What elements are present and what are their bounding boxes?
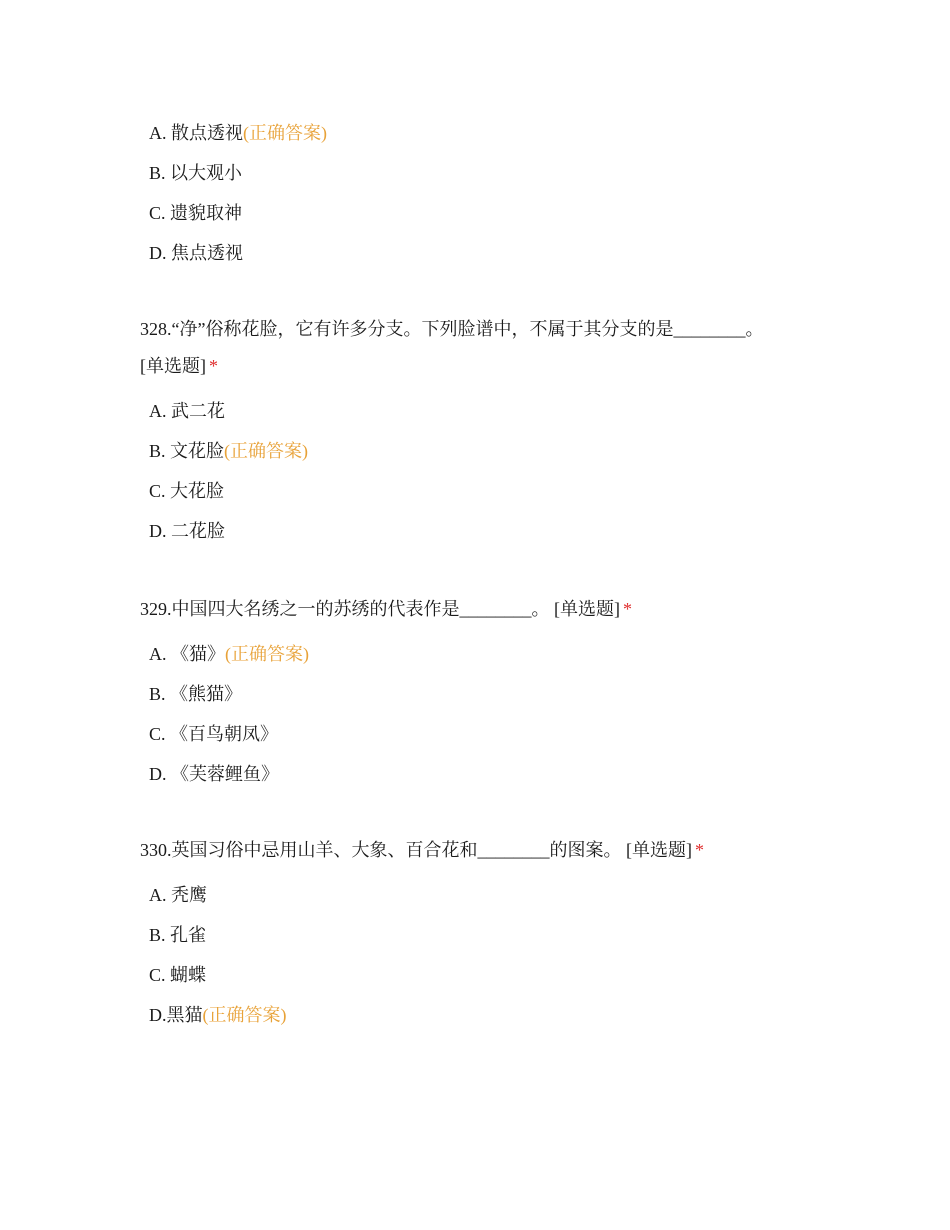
option-b[interactable]	[140, 674, 840, 714]
required-mark: *	[209, 356, 218, 376]
required-mark: *	[623, 599, 632, 619]
option-c[interactable]	[140, 471, 840, 511]
option-b[interactable]	[140, 431, 840, 471]
option-text: 《百鸟朝凤》	[170, 724, 279, 744]
question-text	[140, 311, 840, 385]
option-text: 《熊猫》	[170, 684, 243, 704]
option-a[interactable]	[140, 875, 840, 915]
option-text: 秃鹰	[171, 885, 207, 905]
option-d[interactable]	[140, 754, 840, 794]
question-type-tag: [单选题]	[554, 599, 620, 619]
option-c[interactable]	[140, 193, 840, 233]
question-329	[140, 591, 840, 794]
correct-answer-label: (正确答案)	[202, 1005, 287, 1025]
option-letter: D.	[149, 243, 167, 263]
option-letter: C.	[149, 203, 166, 223]
option-b[interactable]	[140, 915, 840, 955]
option-letter: D.	[149, 521, 167, 541]
option-letter: C.	[149, 965, 166, 985]
option-letter: A.	[149, 885, 167, 905]
option-letter: C.	[149, 481, 166, 501]
question-number: 328.	[140, 319, 172, 339]
option-text: 焦点透视	[171, 243, 243, 263]
option-letter: B.	[149, 925, 166, 945]
required-mark: *	[695, 840, 704, 860]
option-letter: B.	[149, 684, 166, 704]
question-body: 中国四大名绣之一的苏绣的代表作是________。	[171, 599, 550, 619]
option-b[interactable]	[140, 153, 840, 193]
question-type-tag: [单选题]	[626, 840, 692, 860]
option-text: 《猫》	[171, 644, 225, 664]
option-letter: D.	[149, 764, 167, 784]
option-letter: A.	[149, 123, 167, 143]
correct-answer-label: (正确答案)	[243, 123, 327, 143]
option-text: 孔雀	[170, 925, 207, 945]
correct-answer-label: (正确答案)	[225, 644, 309, 664]
option-a[interactable]	[140, 634, 840, 674]
option-text: 《芙蓉鲤鱼》	[171, 764, 279, 784]
question-number: 330.	[140, 840, 172, 860]
option-text: 武二花	[171, 401, 225, 421]
option-text: 以大观小	[170, 163, 243, 183]
question-number: 329.	[140, 599, 172, 619]
option-text: 大花脸	[170, 481, 225, 501]
question-text	[140, 832, 840, 869]
option-list	[140, 875, 840, 1035]
question-body: “净”俗称花脸，它有许多分支。下列脸谱中，不属于其分支的是________。	[171, 319, 764, 339]
question-327	[140, 113, 840, 273]
option-letter: B.	[149, 163, 166, 183]
option-d[interactable]	[140, 233, 840, 273]
option-letter: C.	[149, 724, 166, 744]
option-text: 黑猫	[166, 1005, 203, 1025]
question-328	[140, 311, 840, 551]
option-list	[140, 391, 840, 551]
option-c[interactable]	[140, 714, 840, 754]
question-text	[140, 591, 840, 628]
option-list	[140, 113, 840, 273]
option-d[interactable]	[140, 995, 840, 1035]
correct-answer-label: (正确答案)	[224, 441, 309, 461]
option-letter: A.	[149, 644, 167, 664]
option-c[interactable]	[140, 955, 840, 995]
option-text: 散点透视	[171, 123, 243, 143]
question-body: 英国习俗中忌用山羊、大象、百合花和________的图案。	[171, 840, 622, 860]
option-text: 遗貌取神	[170, 203, 243, 223]
option-letter: A.	[149, 401, 167, 421]
option-letter: D.	[149, 1005, 167, 1025]
option-text: 二花脸	[171, 521, 225, 541]
question-330	[140, 832, 840, 1035]
option-a[interactable]	[140, 391, 840, 431]
option-text: 蝴蝶	[170, 965, 207, 985]
option-letter: B.	[149, 441, 166, 461]
option-list	[140, 634, 840, 794]
option-d[interactable]	[140, 511, 840, 551]
option-text: 文花脸	[170, 441, 225, 461]
question-type-tag: [单选题]	[140, 356, 206, 376]
option-a[interactable]	[140, 113, 840, 153]
